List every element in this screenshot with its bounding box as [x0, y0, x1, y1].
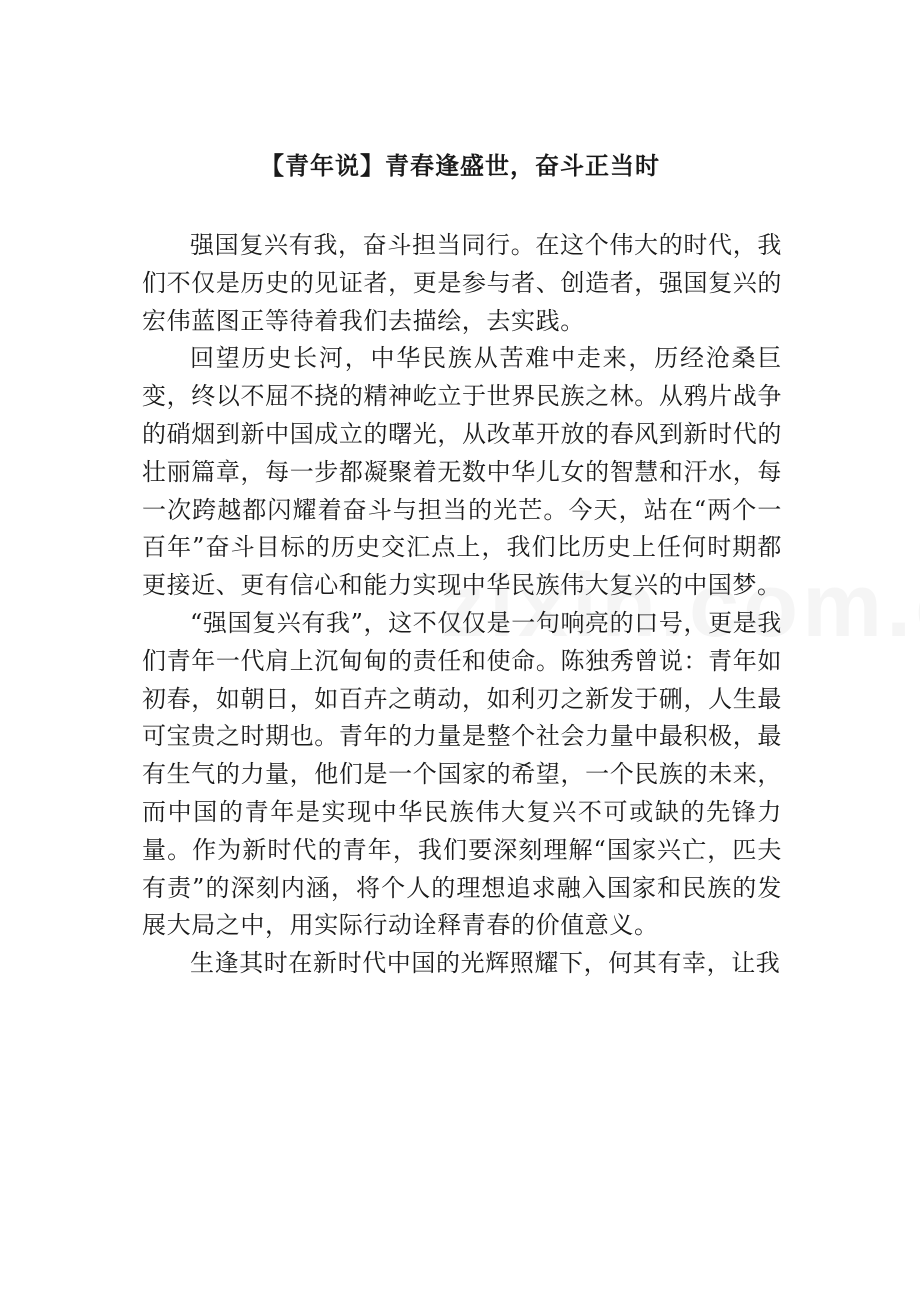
paragraph-4: 生逢其时在新时代中国的光辉照耀下，何其有幸，让我: [190, 949, 781, 978]
document-body: [142, 227, 782, 983]
paragraph-3: “强国复兴有我”，这不仅仅是一句响亮的口号，更是我们青年一代肩上沉甸甸的责任和使命。陈独秀曾说：青年如初春，如朝日，如百卉之萌动，如利刃之新发于硎，人生最可宝贵之时期也。青年的力量是整个社会力量中最积极，最有生气的力量，他们是一个国家的希望，一个民族的未来，而中国的青年是实现中华民族伟大复兴不可或缺的先锋力量。作为新时代的青年，我们要深刻理解“国家兴亡，匹夫有责”的深刻内涵，将个人的理想追求融入国家和民族的发展大局之中，用实际行动诠释青春的价值意义。: [142, 608, 782, 940]
document-title: 【青年说】青春逢盛世，奋斗正当时: [260, 151, 660, 180]
paragraph-2: 回望历史长河，中华民族从苦难中走来，历经沧桑巨变，终以不屈不挠的精神屹立于世界民族之林。从鸦片战争的硝烟到新中国成立的曙光，从改革开放的春风到新时代的壮丽篇章，每一步都凝聚着无数中华儿女的智慧和汗水，每一次跨越都闪耀着奋斗与担当的光芒。今天，站在“两个一百年”奋斗目标的历史交汇点上，我们比历史上任何时期都更接近、更有信心和能力实现中华民族伟大复兴的中国梦。: [142, 344, 782, 600]
paragraph-1: 强国复兴有我，奋斗担当同行。在这个伟大的时代，我们不仅是历史的见证者，更是参与者、创造者，强国复兴的宏伟蓝图正等待着我们去描绘，去实践。: [142, 231, 782, 335]
